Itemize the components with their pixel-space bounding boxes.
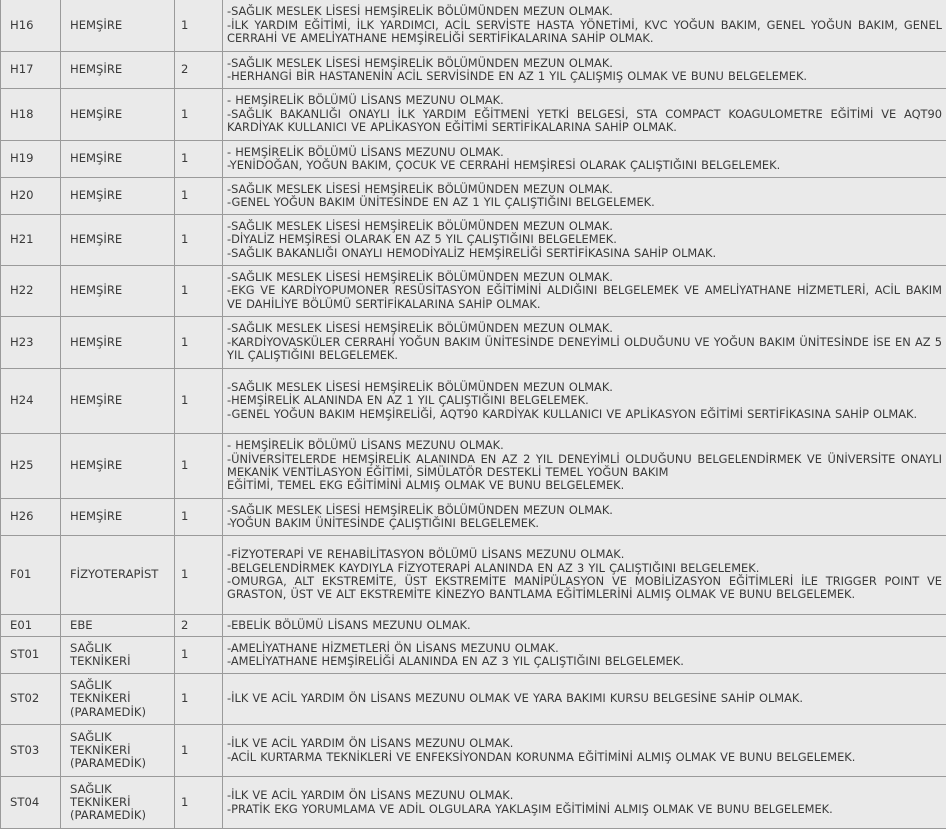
position-code: ST03 [1,725,61,777]
position-quantity: 1 [175,215,223,266]
position-code: H17 [1,52,61,89]
position-requirements [223,0,946,52]
requirement-line: -ÜNİVERSİTELERDE HEMŞİRELİK ALANINDA EN AZ 2 YIL DENEYİMLİ OLDUĞUNU BELGELENDİRMEK VE ÜNİVERSİTE ONAYLI MEKANİK VENTİLASYON EĞİTİMİ, SİMÜLATÖR DESTEKLİ TEMEL YOĞUN BAKIM [227,453,942,480]
position-quantity: 1 [175,499,223,536]
position-requirements [223,215,946,266]
position-code: H21 [1,215,61,266]
position-code: F01 [1,536,61,615]
requirement-line: -İLK VE ACİL YARDIM ÖN LİSANS MEZUNU OLMAK VE YARA BAKIMI KURSU BELGESİNE SAHİP OLMAK. [227,692,942,705]
requirement-line: -İLK VE ACİL YARDIM ÖN LİSANS MEZUNU OLMAK. [227,737,942,750]
requirement-line: -EKG VE KARDİYOPUMONER RESÜSİTASYON EĞİTİMİNİ ALDIĞINI BELGELEMEK VE AMELİYATHANE HİZMETLERİ, ACİL BAKIM VE DAHİLİYE BÖLÜMÜ SERTİFİKALARINA SAHİP OLMAK. [227,284,942,311]
requirement-line: - HEMŞİRELİK BÖLÜMÜ LİSANS MEZUNU OLMAK. [227,439,942,452]
table-row [1,369,946,434]
position-quantity: 1 [175,317,223,369]
position-title: HEMŞİRE [61,0,175,52]
table-row [1,52,946,89]
position-quantity: 1 [175,369,223,434]
requirement-line: -EBELİK BÖLÜMÜ LİSANS MEZUNU OLMAK. [227,619,942,632]
requirement-line: -SAĞLIK BAKANLIĞI ONAYLI HEMODİYALİZ HEMŞİRELİĞİ SERTİFİKASINA SAHİP OLMAK. [227,247,942,260]
position-code: H25 [1,434,61,499]
position-quantity: 2 [175,52,223,89]
table-row [1,141,946,178]
table-row [1,178,946,215]
requirement-line: -PRATİK EKG YORUMLAMA VE ADİL OLGULARA YAKLAŞIM EĞİTİMİNİ ALMIŞ OLMAK VE BUNU BELGELEMEK. [227,803,942,816]
position-title: HEMŞİRE [61,141,175,178]
position-requirements [223,536,946,615]
requirement-line: -HEMŞİRELİK ALANINDA EN AZ 1 YIL ÇALIŞTIĞINI BELGELEMEK. [227,394,942,407]
position-quantity: 2 [175,615,223,637]
position-quantity: 1 [175,674,223,725]
requirement-line: -İLK YARDIM EĞİTİMİ, İLK YARDIMCI, ACİL SERVİSTE HASTA YÖNETİMİ, KVC YOĞUN BAKIM, GENEL YOĞUN BAKIM, GENEL CERRAHİ VE AMELİYATHANE HEMŞİRELİĞİ SERTİFİKALARINA SAHİP OLMAK. [227,19,942,46]
position-requirements [223,674,946,725]
position-code: H20 [1,178,61,215]
requirement-line: -AMELİYATHANE HEMŞİRELİĞİ ALANINDA EN AZ 3 YIL ÇALIŞTIĞINI BELGELEMEK. [227,655,942,668]
position-code: ST01 [1,637,61,674]
position-title: HEMŞİRE [61,369,175,434]
position-title: HEMŞİRE [61,89,175,141]
position-requirements [223,725,946,777]
requirement-line: -İLK VE ACİL YARDIM ÖN LİSANS MEZUNU OLMAK. [227,789,942,802]
position-title: FİZYOTERAPİST [61,536,175,615]
table-row [1,317,946,369]
requirement-line: -SAĞLIK MESLEK LİSESİ HEMŞİRELİK BÖLÜMÜNDEN MEZUN OLMAK. [227,220,942,233]
table-row [1,499,946,536]
table-row [1,674,946,725]
position-quantity: 1 [175,536,223,615]
position-quantity: 1 [175,637,223,674]
position-requirements [223,52,946,89]
position-code: ST02 [1,674,61,725]
requirement-line: EĞİTİMİ, TEMEL EKG EĞİTİMİNİ ALMIŞ OLMAK VE BUNU BELGELEMEK. [227,479,942,492]
position-code: H19 [1,141,61,178]
requirement-line: -SAĞLIK MESLEK LİSESİ HEMŞİRELİK BÖLÜMÜNDEN MEZUN OLMAK. [227,504,942,517]
position-quantity: 1 [175,89,223,141]
position-title: HEMŞİRE [61,52,175,89]
position-requirements [223,266,946,317]
table-row [1,536,946,615]
position-code: H26 [1,499,61,536]
position-quantity: 1 [175,0,223,52]
position-title: HEMŞİRE [61,215,175,266]
position-title: SAĞLIK TEKNİKERİ (PARAMEDİK) [61,777,175,829]
requirement-line: -FİZYOTERAPİ VE REHABİLİTASYON BÖLÜMÜ LİSANS MEZUNU OLMAK. [227,548,942,561]
requirement-line: - HEMŞİRELİK BÖLÜMÜ LİSANS MEZUNU OLMAK. [227,146,942,159]
requirement-line: -SAĞLIK MESLEK LİSESİ HEMŞİRELİK BÖLÜMÜNDEN MEZUN OLMAK. [227,183,942,196]
position-code: E01 [1,615,61,637]
position-title: HEMŞİRE [61,317,175,369]
position-quantity: 1 [175,178,223,215]
position-code: H23 [1,317,61,369]
position-requirements [223,317,946,369]
table-row [1,215,946,266]
requirement-line: -ACİL KURTARMA TEKNİKLERİ VE ENFEKSİYONDAN KORUNMA EĞİTİMİNİ ALMIŞ OLMAK VE BUNU BELGELEMEK. [227,751,942,764]
table-row [1,615,946,637]
position-requirements [223,89,946,141]
requirement-line: -OMURGA, ALT EKSTREMİTE, ÜST EKSTREMİTE MANİPÜLASYON VE MOBİLİZASYON EĞİTİMLERİ İLE TRIGGER POINT VE GRASTON, ÜST VE ALT EKSTREMİTE KİNEZYO BANTLAMA EĞİTİMLERİNİ ALMIŞ OLMAK VE BUNU BELGELEMEK. [227,575,942,602]
position-requirements [223,369,946,434]
requirement-line: -SAĞLIK MESLEK LİSESİ HEMŞİRELİK BÖLÜMÜNDEN MEZUN OLMAK. [227,57,942,70]
table-row [1,637,946,674]
position-quantity: 1 [175,266,223,317]
position-title: HEMŞİRE [61,499,175,536]
position-title: SAĞLIK TEKNİKERİ [61,637,175,674]
table-row [1,0,946,52]
requirement-line: -YENİDOĞAN, YOĞUN BAKIM, ÇOCUK VE CERRAHİ HEMŞİRESİ OLARAK ÇALIŞTIĞINI BELGELEMEK. [227,159,942,172]
position-title: SAĞLIK TEKNİKERİ (PARAMEDİK) [61,674,175,725]
position-code: H16 [1,0,61,52]
position-code: H18 [1,89,61,141]
position-title: EBE [61,615,175,637]
position-requirements [223,178,946,215]
position-requirements [223,434,946,499]
positions-table-body [1,0,946,829]
position-code: H22 [1,266,61,317]
position-code: ST04 [1,777,61,829]
requirement-line: -AMELİYATHANE HİZMETLERİ ÖN LİSANS MEZUNU OLMAK. [227,642,942,655]
requirement-line: -SAĞLIK MESLEK LİSESİ HEMŞİRELİK BÖLÜMÜNDEN MEZUN OLMAK. [227,5,942,18]
position-title: HEMŞİRE [61,434,175,499]
position-title: HEMŞİRE [61,178,175,215]
table-row [1,725,946,777]
requirement-line: - HEMŞİRELİK BÖLÜMÜ LİSANS MEZUNU OLMAK. [227,94,942,107]
table-row [1,89,946,141]
requirement-line: -YOĞUN BAKIM ÜNİTESİNDE ÇALIŞTIĞINI BELGELEMEK. [227,517,942,530]
requirement-line: -HERHANGİ BİR HASTANENİN ACİL SERVİSİNDE EN AZ 1 YIL ÇALIŞMIŞ OLMAK VE BUNU BELGELEMEK. [227,70,942,83]
position-title: HEMŞİRE [61,266,175,317]
position-requirements [223,615,946,637]
position-quantity: 1 [175,141,223,178]
position-quantity: 1 [175,434,223,499]
position-requirements [223,777,946,829]
position-code: H24 [1,369,61,434]
requirement-line: -SAĞLIK MESLEK LİSESİ HEMŞİRELİK BÖLÜMÜNDEN MEZUN OLMAK. [227,381,942,394]
table-row [1,434,946,499]
requirement-line: -DİYALİZ HEMŞİRESİ OLARAK EN AZ 5 YIL ÇALIŞTIĞINI BELGELEMEK. [227,233,942,246]
position-requirements [223,637,946,674]
table-row [1,777,946,829]
position-quantity: 1 [175,777,223,829]
requirement-line: -BELGELENDİRMEK KAYDIYLA FİZYOTERAPİ ALANINDA EN AZ 3 YIL ÇALIŞTIĞINI BELGELEMEK. [227,562,942,575]
position-quantity: 1 [175,725,223,777]
table-row [1,266,946,317]
requirement-line: -KARDİYOVASKÜLER CERRAHİ YOĞUN BAKIM ÜNİTESİNDE DENEYİMLİ OLDUĞUNU VE YOĞUN BAKIM ÜNİTESİNDE İSE EN AZ 5 YIL ÇALIŞTIĞINI BELGELEMEK. [227,336,942,363]
requirement-line: -SAĞLIK MESLEK LİSESİ HEMŞİRELİK BÖLÜMÜNDEN MEZUN OLMAK. [227,271,942,284]
position-title: SAĞLIK TEKNİKERİ (PARAMEDİK) [61,725,175,777]
position-requirements [223,499,946,536]
requirement-line: -SAĞLIK BAKANLIĞI ONAYLI İLK YARDIM EĞİTMENİ YETKİ BELGESİ, STA COMPACT KOAGULOMETRE EĞİTİMİ VE AQT90 KARDİYAK KULLANICI VE APLİKASYON EĞİTİMİ SERTİFİKALARINA SAHİP OLMAK. [227,108,942,135]
requirement-line: -GENEL YOĞUN BAKIM ÜNİTESİNDE EN AZ 1 YIL ÇALIŞTIĞINI BELGELEMEK. [227,196,942,209]
requirement-line: -GENEL YOĞUN BAKIM HEMŞİRELİĞİ, AQT90 KARDİYAK KULLANICI VE APLİKASYON EĞİTİMİ SERTİFİKASINA SAHİP OLMAK. [227,408,942,421]
requirement-line: -SAĞLIK MESLEK LİSESİ HEMŞİRELİK BÖLÜMÜNDEN MEZUN OLMAK. [227,322,942,335]
position-requirements [223,141,946,178]
